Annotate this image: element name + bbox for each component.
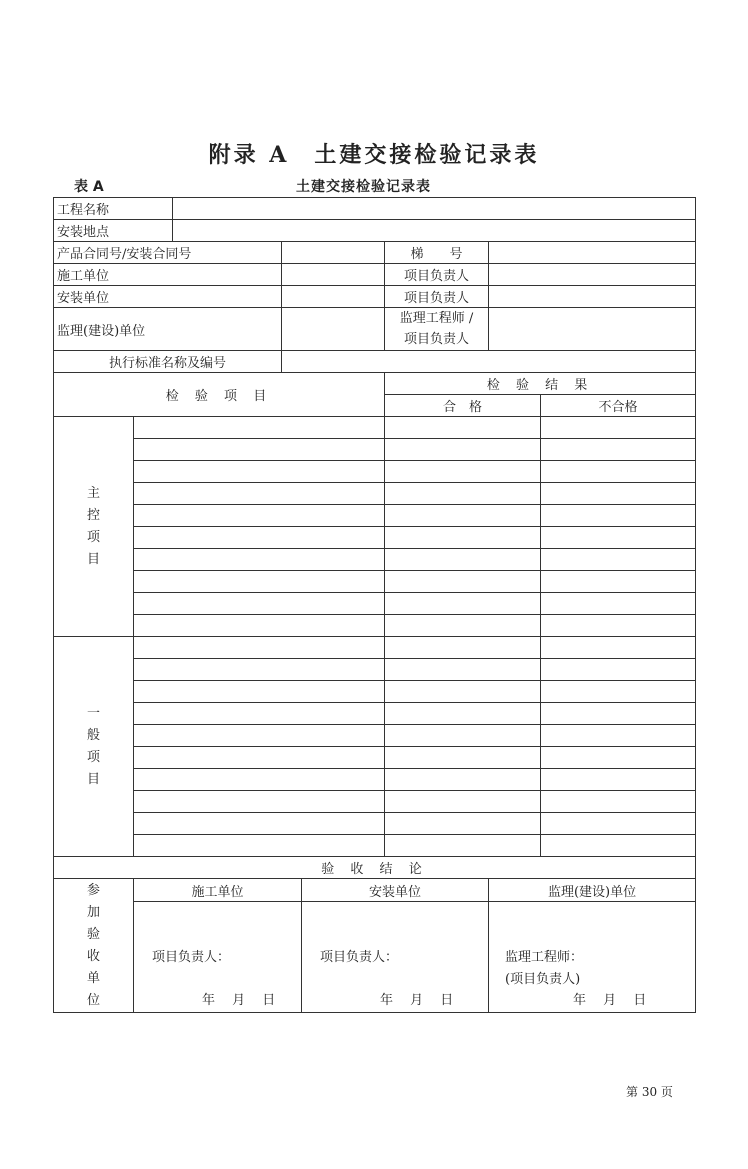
pass-cell[interactable] xyxy=(385,791,541,813)
table-caption: 土建交接检验记录表 xyxy=(296,179,431,195)
general-items-label-char: 一 xyxy=(86,705,100,721)
inspection-row xyxy=(54,439,696,461)
inspection-row xyxy=(54,527,696,549)
participants-char: 收 xyxy=(86,949,100,964)
pass-cell[interactable] xyxy=(385,461,541,483)
pass-cell[interactable] xyxy=(385,747,541,769)
supervisor-value[interactable] xyxy=(489,308,696,351)
pass-cell[interactable] xyxy=(385,769,541,791)
fail-cell[interactable] xyxy=(541,593,696,615)
standard-value[interactable] xyxy=(282,351,696,373)
supervisor-label xyxy=(385,308,489,351)
item-cell[interactable] xyxy=(134,637,385,659)
inspection-row xyxy=(54,659,696,681)
item-cell[interactable] xyxy=(134,571,385,593)
table-label: 表 A xyxy=(74,179,104,195)
project-name-value[interactable] xyxy=(173,198,696,220)
sign-supervision-cell[interactable] xyxy=(489,902,696,1013)
pass-cell[interactable] xyxy=(385,813,541,835)
item-cell[interactable] xyxy=(134,527,385,549)
item-cell[interactable] xyxy=(134,813,385,835)
pass-cell[interactable] xyxy=(385,505,541,527)
supervisor-label-line2: 项目负责人 xyxy=(404,332,470,347)
pass-cell[interactable] xyxy=(385,637,541,659)
col-supervision-unit: 监理(建设)单位 xyxy=(489,879,696,902)
pass-cell[interactable] xyxy=(385,703,541,725)
inspection-row xyxy=(54,791,696,813)
participants-char: 单 xyxy=(86,971,100,986)
participants-char: 加 xyxy=(86,905,100,920)
item-cell[interactable] xyxy=(134,747,385,769)
col-construction-unit: 施工单位 xyxy=(134,879,302,902)
item-cell[interactable] xyxy=(134,439,385,461)
general-items-label-char: 项 xyxy=(86,749,100,765)
col-install-unit: 安装单位 xyxy=(302,879,489,902)
install-location-label: 安装地点 xyxy=(54,220,173,242)
pass-cell[interactable] xyxy=(385,439,541,461)
main-items-label xyxy=(54,417,134,637)
page-number: 第 30 页 xyxy=(626,1085,673,1099)
participants-label xyxy=(54,879,134,1013)
pass-cell[interactable] xyxy=(385,527,541,549)
supervisor-label-line1: 监理工程师 / xyxy=(399,311,474,326)
sign-construction-cell[interactable] xyxy=(134,902,302,1013)
sign-install-label: 项目负责人： xyxy=(320,950,399,966)
fail-cell[interactable] xyxy=(541,659,696,681)
inspection-row xyxy=(54,571,696,593)
fail-cell[interactable] xyxy=(541,417,696,439)
inspection-row xyxy=(54,725,696,747)
inspection-row xyxy=(54,747,696,769)
fail-cell[interactable] xyxy=(541,703,696,725)
inspection-result-header: 检 验 结 果 xyxy=(385,373,696,395)
main-items-label-char: 控 xyxy=(86,507,100,523)
pass-header: 合 格 xyxy=(385,395,541,417)
inspection-row xyxy=(54,813,696,835)
pass-cell[interactable] xyxy=(385,571,541,593)
elevator-no-value[interactable] xyxy=(489,242,696,264)
project-manager-value[interactable] xyxy=(489,264,696,286)
project-manager-label: 项目负责人 xyxy=(385,286,489,308)
main-items-label-char: 目 xyxy=(86,551,100,567)
construction-unit-value[interactable] xyxy=(282,264,385,286)
fail-cell[interactable] xyxy=(541,527,696,549)
sign-supervision-sub: (项目负责人) xyxy=(505,972,581,988)
pass-cell[interactable] xyxy=(385,483,541,505)
inspection-row xyxy=(54,769,696,791)
page-title: 附录 A 土建交接检验记录表 xyxy=(208,142,540,168)
participants-char: 参 xyxy=(86,883,100,898)
install-location-value[interactable] xyxy=(173,220,696,242)
inspection-row xyxy=(54,483,696,505)
inspection-row xyxy=(54,505,696,527)
contract-no-value[interactable] xyxy=(282,242,385,264)
sign-install-date: 年 月 日 xyxy=(380,993,454,1009)
item-cell[interactable] xyxy=(134,483,385,505)
pass-cell[interactable] xyxy=(385,835,541,857)
supervision-unit-value[interactable] xyxy=(282,308,385,351)
pass-cell[interactable] xyxy=(385,725,541,747)
fail-cell[interactable] xyxy=(541,571,696,593)
fail-cell[interactable] xyxy=(541,505,696,527)
project-name-label: 工程名称 xyxy=(54,198,173,220)
item-cell[interactable] xyxy=(134,791,385,813)
inspection-row xyxy=(54,615,696,637)
fail-cell[interactable] xyxy=(541,791,696,813)
fail-cell[interactable] xyxy=(541,813,696,835)
item-cell[interactable] xyxy=(134,769,385,791)
fail-cell[interactable] xyxy=(541,461,696,483)
item-cell[interactable] xyxy=(134,417,385,439)
project-manager-label: 项目负责人 xyxy=(385,264,489,286)
construction-unit-label: 施工单位 xyxy=(54,264,282,286)
fail-cell[interactable] xyxy=(541,769,696,791)
sign-construction-label: 项目负责人： xyxy=(152,950,231,966)
item-cell[interactable] xyxy=(134,505,385,527)
elevator-no-label: 梯 号 xyxy=(385,242,489,264)
inspection-row xyxy=(54,461,696,483)
sign-supervision-date: 年 月 日 xyxy=(573,993,647,1009)
general-items-label xyxy=(54,637,134,857)
fail-cell[interactable] xyxy=(541,637,696,659)
contract-no-label: 产品合同号/安装合同号 xyxy=(54,242,282,264)
participants-char: 验 xyxy=(86,927,100,942)
install-unit-label: 安装单位 xyxy=(54,286,282,308)
standard-label: 执行标准名称及编号 xyxy=(54,351,282,373)
fail-cell[interactable] xyxy=(541,439,696,461)
pass-cell[interactable] xyxy=(385,681,541,703)
supervision-unit-label: 监理(建设)单位 xyxy=(54,308,282,351)
inspection-items-header: 检 验 项 目 xyxy=(54,373,385,417)
pass-cell[interactable] xyxy=(385,549,541,571)
inspection-row xyxy=(54,549,696,571)
fail-cell[interactable] xyxy=(541,747,696,769)
item-cell[interactable] xyxy=(134,703,385,725)
item-cell[interactable] xyxy=(134,659,385,681)
general-items-label-char: 目 xyxy=(86,771,100,787)
inspection-row xyxy=(54,593,696,615)
fail-cell[interactable] xyxy=(541,681,696,703)
inspection-row xyxy=(54,703,696,725)
sign-install-cell[interactable] xyxy=(302,902,489,1013)
item-cell[interactable] xyxy=(134,835,385,857)
fail-header: 不合格 xyxy=(541,395,696,417)
sign-construction-date: 年 月 日 xyxy=(202,993,276,1009)
pass-cell[interactable] xyxy=(385,615,541,637)
main-items-label-char: 项 xyxy=(86,529,100,545)
sign-supervision-label: 监理工程师： xyxy=(505,950,584,966)
fail-cell[interactable] xyxy=(541,615,696,637)
inspection-row xyxy=(54,417,696,439)
fail-cell[interactable] xyxy=(541,549,696,571)
install-unit-value[interactable] xyxy=(282,286,385,308)
participants-char: 位 xyxy=(86,993,100,1008)
fail-cell[interactable] xyxy=(541,483,696,505)
inspection-row xyxy=(54,681,696,703)
general-items-section xyxy=(54,637,696,857)
item-cell[interactable] xyxy=(134,549,385,571)
main-items-section xyxy=(54,417,696,637)
main-items-label-char: 主 xyxy=(86,485,100,501)
inspection-form-table xyxy=(53,197,696,1013)
item-cell[interactable] xyxy=(134,615,385,637)
inspection-row xyxy=(54,637,696,659)
pass-cell[interactable] xyxy=(385,659,541,681)
general-items-label-char: 般 xyxy=(86,727,100,743)
fail-cell[interactable] xyxy=(541,835,696,857)
item-cell[interactable] xyxy=(134,593,385,615)
item-cell[interactable] xyxy=(134,725,385,747)
inspection-row xyxy=(54,835,696,857)
item-cell[interactable] xyxy=(134,461,385,483)
pass-cell[interactable] xyxy=(385,417,541,439)
project-manager-value[interactable] xyxy=(489,286,696,308)
pass-cell[interactable] xyxy=(385,593,541,615)
fail-cell[interactable] xyxy=(541,725,696,747)
item-cell[interactable] xyxy=(134,681,385,703)
acceptance-conclusion-header: 验 收 结 论 xyxy=(54,857,696,879)
